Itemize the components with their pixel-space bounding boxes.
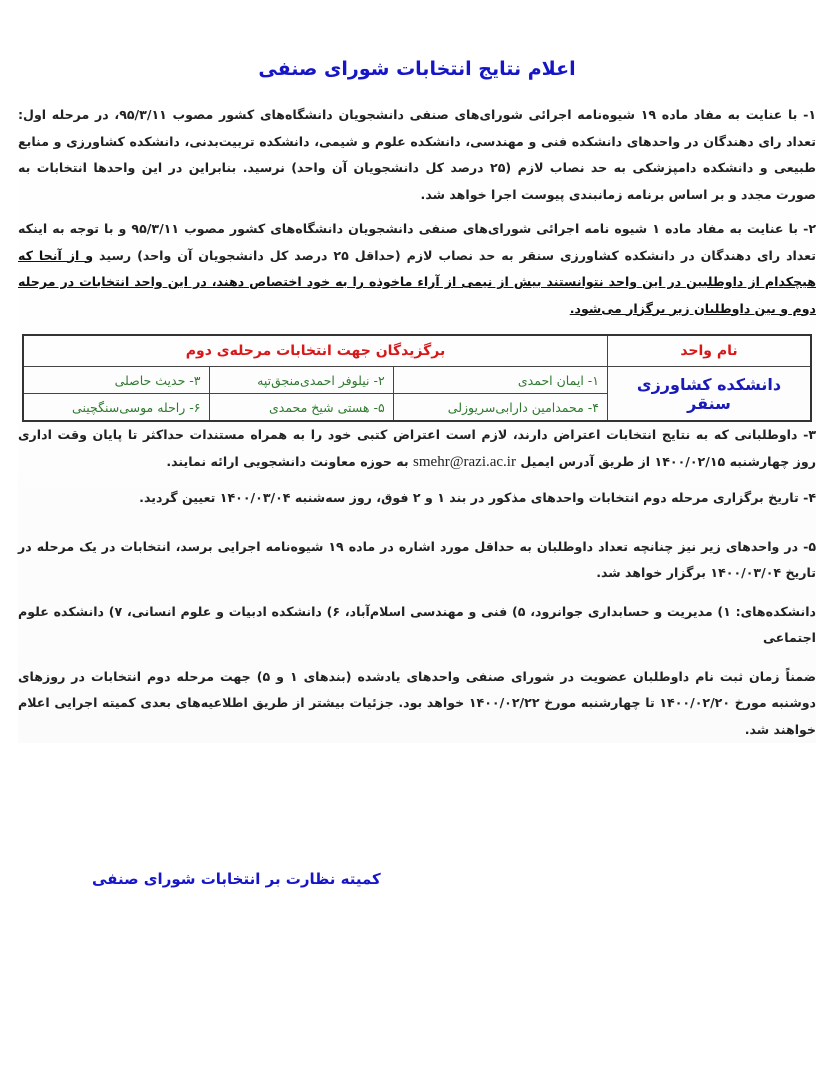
paragraph-5: ۵- در واحدهای زیر نیز چنانچه تعداد داوطلبان به حداقل مورد اشاره در ماده ۱۹ شیوه‌نامه اجرایی برسد، انتخابات در یک مرحله در تاریخ ۱۴۰۰/۰۳/۰۴ برگزار خواهد شد. bbox=[18, 538, 816, 580]
header-candidates: برگزیدگان جهت انتخابات مرحله‌ی دوم bbox=[23, 335, 608, 367]
faculties-list: ۱) مدیریت و حسابداری جوانرود، ۵) فنی و مهندسی اسلام‌آباد، ۶) دانشکده ادبیات و علوم انسانی، ۷) دانشکده علوم اجتماعی bbox=[18, 603, 816, 645]
announcement-body bbox=[18, 96, 816, 743]
paragraph-3 bbox=[18, 422, 816, 475]
paragraph-7: ضمناً زمان ثبت نام داوطلبان عضویت در شورای صنفی واحدهای یادشده (بندهای ۱ و ۵) جهت مرحله دوم انتخابات در روزهای دوشنبه مورخ ۱۴۰۰/۰۲/۲۰ تا چهارشنبه مورخ ۱۴۰۰/۰۲/۲۲ خواهد بود. جزئیات بیشتر از طریق اطلاعیه‌های بعدی کمیته اجرایی اعلام خواهند شد. bbox=[18, 668, 816, 737]
faculties-label: دانشکده‌های: bbox=[730, 603, 816, 619]
paragraph-2-text: ۲- با عنایت به مفاد ماده ۱ شیوه نامه اجرائی شورای‌های صنفی دانشجویان دانشگاه‌های کشور مصوب ۹۵/۳/۱۱ و با توجه به اینکه تعداد رای دهندگان در دانشکده کشاورزی سنقر به حد نصاب لازم (حداقل ۲۵ درصد کل دانشجویان آن واحد) رسید bbox=[18, 221, 816, 263]
paragraph-3-text-end: به حوزه معاونت دانشجویی ارائه نمایند. bbox=[166, 453, 414, 469]
header-unit-name: نام واحد bbox=[608, 335, 812, 367]
paragraph-2 bbox=[18, 216, 816, 322]
candidates-table bbox=[22, 334, 812, 422]
table-header-row bbox=[23, 335, 811, 367]
candidate-cell: ۱- ایمان احمدی bbox=[393, 367, 607, 394]
paragraph-4: ۴- تاریخ برگزاری مرحله دوم انتخابات واحدهای مذکور در بند ۱ و ۲ فوق، روز سه‌شنبه ۱۴۰۰/۰۳/۰۴ تعیین گردید. bbox=[139, 490, 816, 505]
candidate-cell: ۶- راحله موسی‌سنگچینی bbox=[23, 394, 209, 422]
page-title: اعلام نتایج انتخابات شورای صنفی bbox=[258, 58, 576, 80]
unit-name-cell: دانشکده کشاورزی سنقر bbox=[608, 367, 812, 422]
candidate-cell: ۲- نیلوفر احمدی‌منجق‌تپه bbox=[209, 367, 393, 394]
paragraph-1: ۱- با عنایت به مفاد ماده ۱۹ شیوه‌نامه اجرائی شورای‌های صنفی دانشجویان دانشگاه‌های کشور مصوب ۹۵/۳/۱۱، در مرحله اول: تعداد رای دهندگان در واحدهای دانشکده فنی و مهندسی، دانشکده علوم و شیمی، دانشکده تربیت‌بدنی، دانشکده کشاورزی و منابع طبیعی و دانشکده دامپزشکی به حد نصاب لازم (۲۵ درصد کل دانشجویان آن واحد) نرسید. بنابراین در این واحدها انتخابات به صورت مجدد و بر اساس برنامه زمانبندی پیوست اجرا خواهد شد. bbox=[18, 107, 817, 202]
candidate-cell: ۵- هستی شیخ محمدی bbox=[209, 394, 393, 422]
paragraph-2-underlined: و از آنجا که هیچکدام از داوطلبین در این واحد نتوانستند بیش از نیمی از آراء ماخوذه را به خود اختصاص دهند، در این واحد انتخابات در مرحله دوم و بین داوطلبان زیر برگزار می‌شود. bbox=[18, 247, 816, 316]
paragraph-3-text: ۳- داوطلبانی که به نتایج انتخابات اعتراض دارند، لازم است اعتراض کتبی خود را به همراه مستندات حداکثر تا پایان وقت اداری روز چهارشنبه ۱۴۰۰/۰۲/۱۵ از طریق آدرس ایمیل bbox=[18, 427, 816, 469]
signature: کمیته نظارت بر انتخابات شورای صنفی bbox=[92, 870, 381, 888]
table-row bbox=[23, 367, 811, 394]
candidate-cell: ۴- محمدامین دارابی‌سریوزلی bbox=[393, 394, 607, 422]
email-address[interactable]: smehr@razi.ac.ir bbox=[413, 453, 516, 470]
candidate-cell: ۳- حدیث حاصلی bbox=[23, 367, 209, 394]
paragraph-6 bbox=[18, 599, 816, 652]
